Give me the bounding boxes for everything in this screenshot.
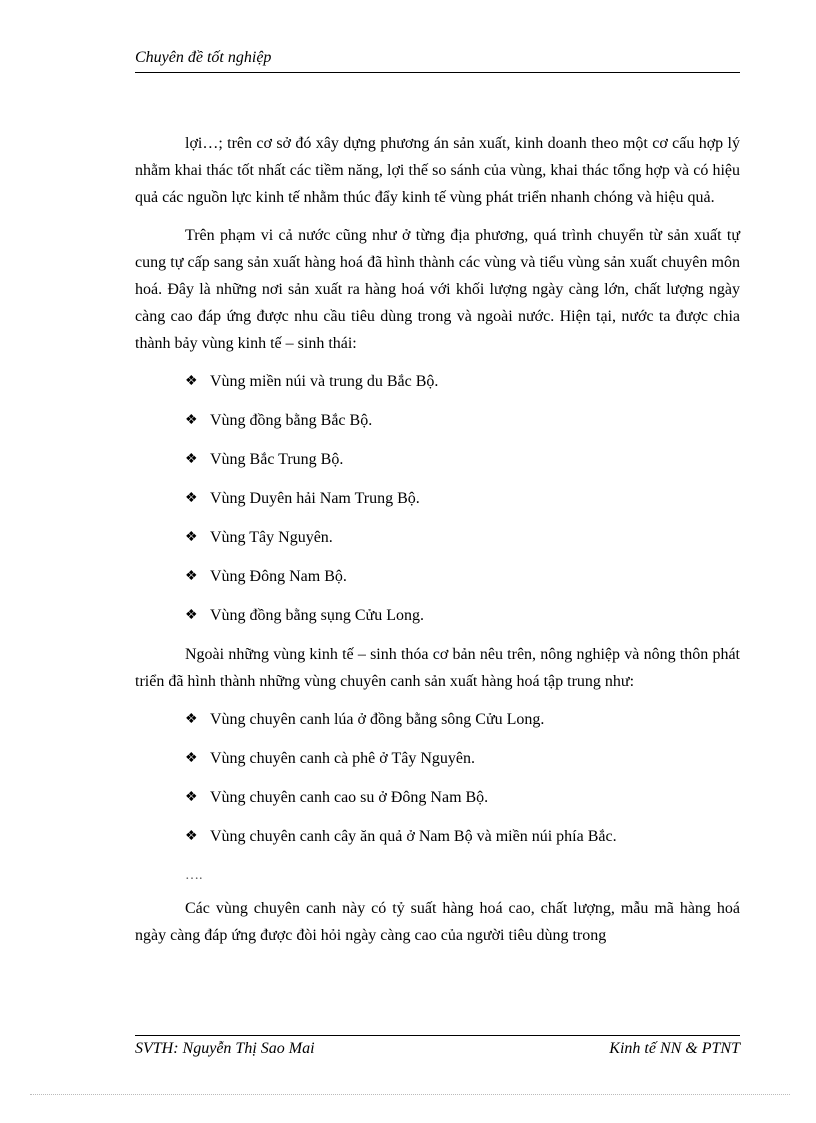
footer-author: SVTH: Nguyễn Thị Sao Mai [135, 1040, 315, 1057]
diamond-bullet-icon: ❖ [185, 712, 198, 727]
page-header [135, 48, 740, 68]
list-item-text: Vùng chuyên canh cây ăn quả ở Nam Bộ và miền núi phía Bắc. [210, 828, 617, 845]
list-item [185, 368, 740, 395]
list-item [185, 602, 740, 629]
list-item [185, 524, 740, 551]
footer-department: Kinh tế NN & PTNT [609, 1040, 740, 1057]
diamond-bullet-icon: ❖ [185, 790, 198, 805]
list-item-text: Vùng Bắc Trung Bộ. [210, 451, 344, 468]
paragraph: Trên phạm vi cả nước cũng như ở từng địa phương, quá trình chuyển từ sản xuất tự cung tự cấp sang sản xuất hàng hoá đã hình thành các vùng và tiểu vùng sản xuất chuyên môn hoá. Đây là những nơi sản xuất ra hàng hoá với khối lượng ngày càng lớn, chất lượng ngày càng cao đáp ứng được nhu cầu tiêu dùng trong và ngoài nước. Hiện tại, nước ta được chia thành bảy vùng kinh tế – sinh thái: [135, 227, 740, 352]
specialized-zone-list [135, 706, 740, 850]
paragraph: Các vùng chuyên canh này có tỷ suất hàng hoá cao, chất lượng, mẫu mã hàng hoá ngày càng đáp ứng được đòi hỏi ngày càng cao của người tiêu dùng trong [135, 900, 740, 944]
list-item-text: Vùng chuyên canh lúa ở đồng bằng sông Cửu Long. [210, 711, 545, 728]
list-item [185, 823, 740, 850]
list-item [185, 784, 740, 811]
diamond-bullet-icon: ❖ [185, 569, 198, 584]
diamond-bullet-icon: ❖ [185, 413, 198, 428]
header-divider [135, 72, 740, 73]
document-body [135, 130, 740, 960]
page-boundary [30, 1094, 790, 1095]
header-title: Chuyên đề tốt nghiệp [135, 49, 272, 66]
list-item-text: Vùng đồng bằng Bắc Bộ. [210, 412, 373, 429]
list-item [185, 745, 740, 772]
diamond-bullet-icon: ❖ [185, 751, 198, 766]
list-item [185, 485, 740, 512]
list-item-text: Vùng chuyên canh cao su ở Đông Nam Bộ. [210, 789, 489, 806]
list-item-text: Vùng Duyên hải Nam Trung Bộ. [210, 490, 420, 507]
diamond-bullet-icon: ❖ [185, 491, 198, 506]
diamond-bullet-icon: ❖ [185, 452, 198, 467]
ellipsis-line: …. [185, 868, 203, 883]
list-item [185, 706, 740, 733]
diamond-bullet-icon: ❖ [185, 829, 198, 844]
list-item [185, 446, 740, 473]
list-item-text: Vùng đồng bằng sụng Cửu Long. [210, 607, 424, 624]
list-item-text: Vùng Đông Nam Bộ. [210, 568, 347, 585]
page-footer [135, 1039, 740, 1059]
diamond-bullet-icon: ❖ [185, 374, 198, 389]
list-item-text: Vùng Tây Nguyên. [210, 529, 333, 546]
footer-divider [135, 1035, 740, 1036]
region-list [135, 368, 740, 629]
paragraph: Ngoài những vùng kinh tế – sinh thóa cơ bản nêu trên, nông nghiệp và nông thôn phát triển đã hình thành những vùng chuyên canh sản xuất hàng hoá tập trung như: [135, 646, 740, 690]
diamond-bullet-icon: ❖ [185, 608, 198, 623]
list-item-text: Vùng miền núi và trung du Bắc Bộ. [210, 373, 439, 390]
paragraph: lợi…; trên cơ sở đó xây dựng phương án sản xuất, kinh doanh theo một cơ cấu hợp lý nhằm khai thác tốt nhất các tiềm năng, lợi thế so sánh của vùng, khai thác tổng hợp và có hiệu quả các nguồn lực kinh tế nhằm thúc đẩy kinh tế vùng phát triển nhanh chóng và hiệu quả. [135, 135, 740, 206]
list-item [185, 407, 740, 434]
list-item [185, 563, 740, 590]
diamond-bullet-icon: ❖ [185, 530, 198, 545]
list-item-text: Vùng chuyên canh cà phê ở Tây Nguyên. [210, 750, 475, 767]
